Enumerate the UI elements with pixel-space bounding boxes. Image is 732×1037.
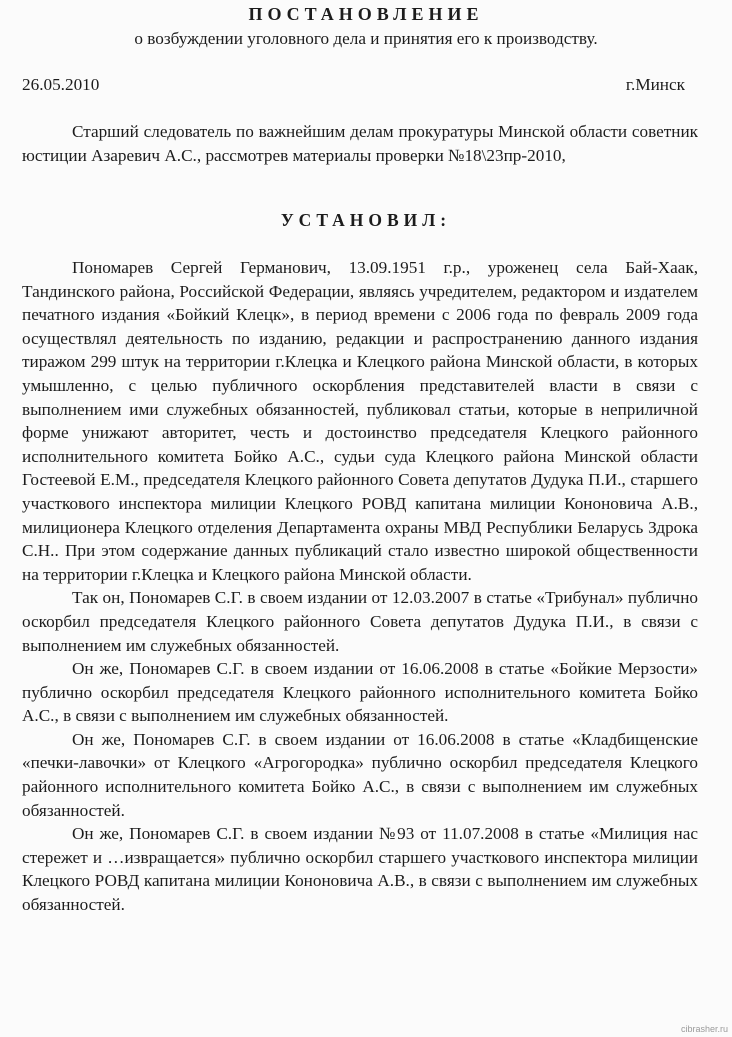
document-title: ПОСТАНОВЛЕНИЕ [248,4,484,24]
section-heading: УСТАНОВИЛ: [280,210,452,230]
body-paragraph: Он же, Пономарев С.Г. в своем издании от 16.06.2008 в статье «Бойкие Мерзости» публично оскорбил председателя Клецкого районного исполнительного комитета Бойко А.С., в связи с выполнением им служебных обязанностей. [22,659,698,726]
source-watermark: cibrasher.ru [680,1024,728,1034]
body-paragraph: Он же, Пономарев С.Г. в своем издании №93 от 11.07.2008 в статье «Милиция нас стережет и …извращается» публично оскорбил старшего участкового инспектора милиции Клецкого РОВД капитана милиции Кононовича А.В., в связи с выполнением им служебных обязанностей. [22,824,698,915]
document-subtitle: о возбуждении уголовного дела и принятия его к производству. [134,29,598,48]
intro-paragraph: Старший следователь по важнейшим делам прокуратуры Минской области советник юстиции Азаревич А.С., рассмотрев материалы проверки №18\23пр-2010, [22,122,698,165]
body-paragraph: Так он, Пономарев С.Г. в своем издании от 12.03.2007 в статье «Трибунал» публично оскорбил председателя Клецкого районного Совета депутатов Дудука П.И., в связи с выполнением им служебных обязанностей. [22,588,698,655]
document-date: 26.05.2010 [22,75,100,94]
body-paragraph: Он же, Пономарев С.Г. в своем издании от 16.06.2008 в статье «Кладбищенские «печки-лавочки» от Клецкого «Агрогородка» публично оскорбил председателя Клецкого районного исполнительного комитета Бойко А.С., в связи с выполнением им служебных обязанностей. [22,729,698,820]
body-paragraph: Пономарев Сергей Германович, 13.09.1951 г.р., уроженец села Бай-Хаак, Тандинского района, Российской Федерации, являясь учредителем, редактором и издателем печатного издания «Бойкий Клецк», в период времени с 2006 года по февраль 2009 года осуществлял деятельность по изданию, редакции и распространению данного издания тиражом 299 штук на территории г.Клецка и Клецкого района Минской области, в которых умышленно, с целью публичного оскорбления представителей власти в связи с выполнением ими служебных обязанностей, публиковал статьи, которые в неприличной форме унижают авторитет, честь и достоинство председателя Клецкого районного исполнительного комитета Бойко А.С., судьи суда Клецкого района Минской области Гостеевой Е.М., председателя Клецкого районного Совета депутатов Дудука П.И., старшего участкового инспектора милиции Клецкого РОВД капитана милиции Кононовича А.В., милиционера Клецкого отделения Департамента охраны МВД Республики Беларусь Здрока С.Н.. При этом содержание данных публикаций стало известно широкой общественности на территории г.Клецка и Клецкого района Минской области. [22,258,698,584]
document-body [22,256,698,917]
document-city: г.Минск [625,75,685,94]
